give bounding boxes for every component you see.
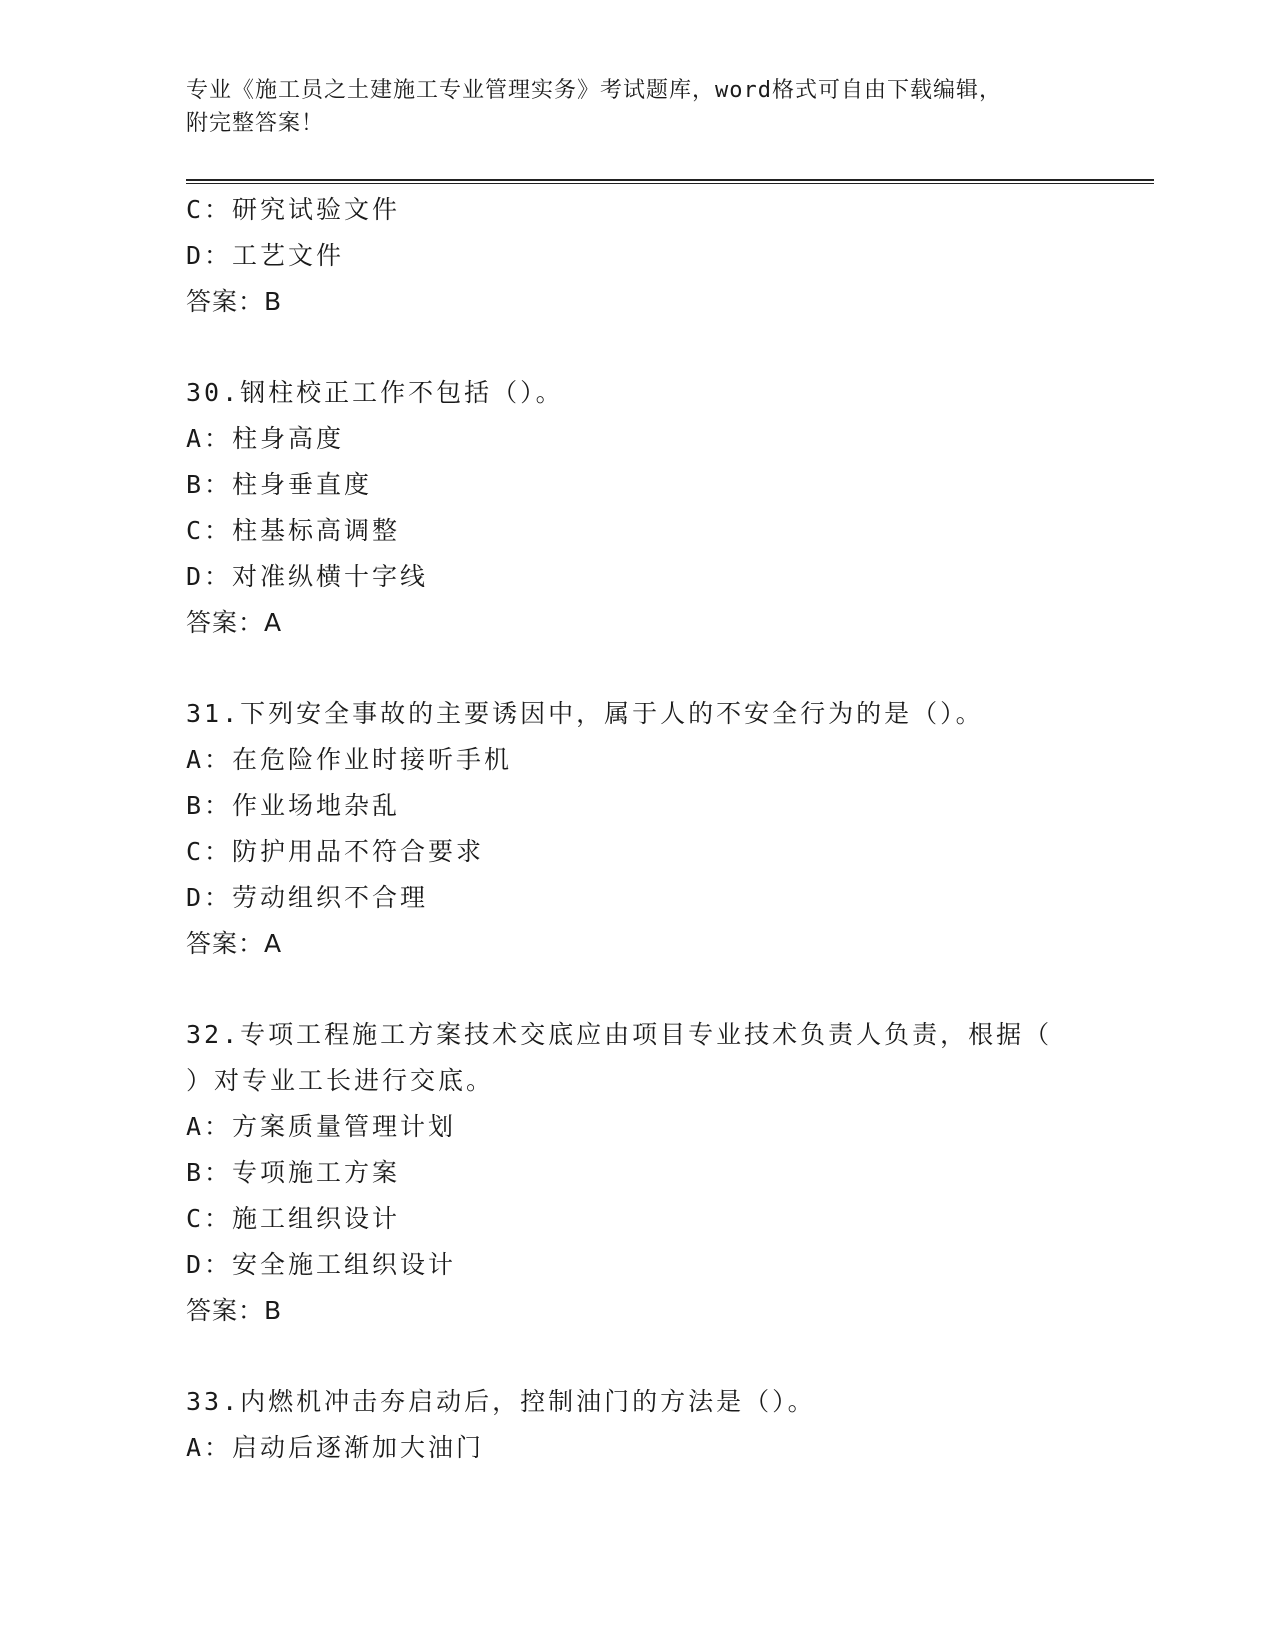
answer-line: 答案：A: [186, 608, 283, 637]
question-list: [186, 187, 1154, 1471]
option-c: C：研究试验文件: [186, 195, 401, 224]
question-32: [186, 1012, 1154, 1334]
option-d: D：对准纵横十字线: [186, 562, 429, 591]
option-c: C：柱基标高调整: [186, 516, 401, 545]
option-a: A：启动后逐渐加大油门: [186, 1433, 485, 1462]
spacer: [186, 967, 1154, 1012]
question-stem-continued: ）对专业工长进行交底。: [186, 1066, 495, 1095]
header-line-1: 专业《施工员之土建施工专业管理实务》考试题库，word格式可自由下载编辑，: [186, 78, 1002, 103]
question-stem: 31.下列安全事故的主要诱因中，属于人的不安全行为的是（）。: [186, 699, 984, 728]
answer-line: 答案：B: [186, 287, 283, 316]
option-b: B：柱身垂直度: [186, 470, 373, 499]
question-stem: 33.内燃机冲击夯启动后，控制油门的方法是（）。: [186, 1387, 816, 1416]
option-b: B：作业场地杂乱: [186, 791, 401, 820]
question-30: [186, 370, 1154, 646]
document-page: [186, 0, 1154, 1650]
answer-line: 答案：B: [186, 1296, 283, 1325]
spacer: [186, 646, 1154, 691]
option-d: D：安全施工组织设计: [186, 1250, 457, 1279]
answer-line: 答案：A: [186, 929, 283, 958]
question-stem: 32.专项工程施工方案技术交底应由项目专业技术负责人负责，根据（: [186, 1020, 1053, 1049]
spacer: [186, 325, 1154, 370]
option-d: D：工艺文件: [186, 241, 345, 270]
option-c: C：施工组织设计: [186, 1204, 401, 1233]
option-a: A：柱身高度: [186, 424, 345, 453]
option-a: A：方案质量管理计划: [186, 1112, 457, 1141]
option-c: C：防护用品不符合要求: [186, 837, 485, 866]
question-31: [186, 691, 1154, 967]
spacer: [186, 1334, 1154, 1379]
question-stem: 30.钢柱校正工作不包括（）。: [186, 378, 564, 407]
option-b: B：专项施工方案: [186, 1158, 401, 1187]
question-fragment: [186, 187, 1154, 325]
header-line-2: 附完整答案！: [186, 111, 325, 136]
document-header: [186, 74, 1154, 140]
option-d: D：劳动组织不合理: [186, 883, 429, 912]
header-divider: [186, 179, 1154, 184]
option-a: A：在危险作业时接听手机: [186, 745, 513, 774]
question-33: [186, 1379, 1154, 1471]
